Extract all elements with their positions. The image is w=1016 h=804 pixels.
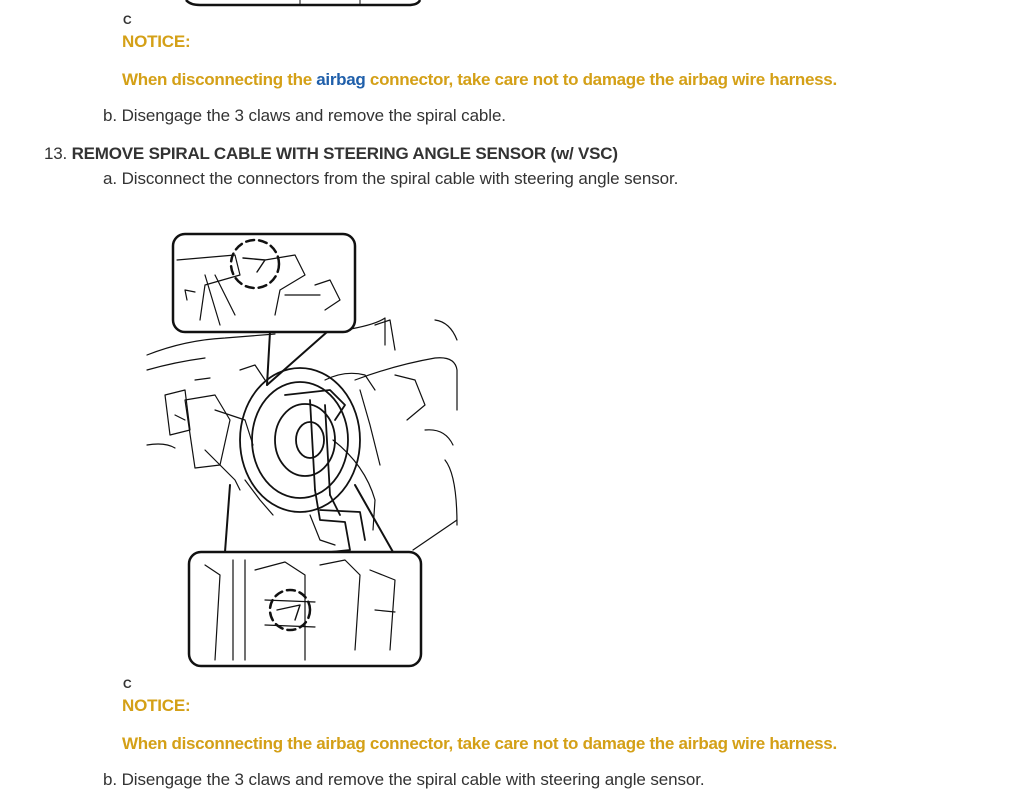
notice-text-before: When disconnecting the	[122, 70, 317, 89]
top-figure-fragment	[0, 0, 1016, 10]
notice-label: NOTICE:	[122, 32, 191, 51]
step-b-text: b. Disengage the 3 claws and remove the spiral cable.	[103, 106, 506, 125]
notice-text	[122, 70, 837, 90]
step-b-text: b. Disengage the 3 claws and remove the spiral cable with steering angle sensor.	[103, 770, 705, 789]
figure-marker: C	[123, 677, 132, 691]
section-heading	[44, 144, 618, 164]
airbag-link[interactable]: airbag	[316, 70, 366, 89]
spiral-cable-illustration	[145, 230, 465, 670]
section-title: REMOVE SPIRAL CABLE WITH STEERING ANGLE SENSOR (w/ VSC)	[71, 144, 618, 163]
step-a-text: a. Disconnect the connectors from the spiral cable with steering angle sensor.	[103, 169, 679, 188]
section-number: 13.	[44, 144, 68, 163]
figure-marker: C	[123, 13, 132, 27]
notice-text: When disconnecting the airbag connector, take care not to damage the airbag wire harness.	[122, 734, 837, 753]
notice-text-after: connector, take care not to damage the airbag wire harness.	[365, 70, 837, 89]
notice-label: NOTICE:	[122, 696, 191, 715]
